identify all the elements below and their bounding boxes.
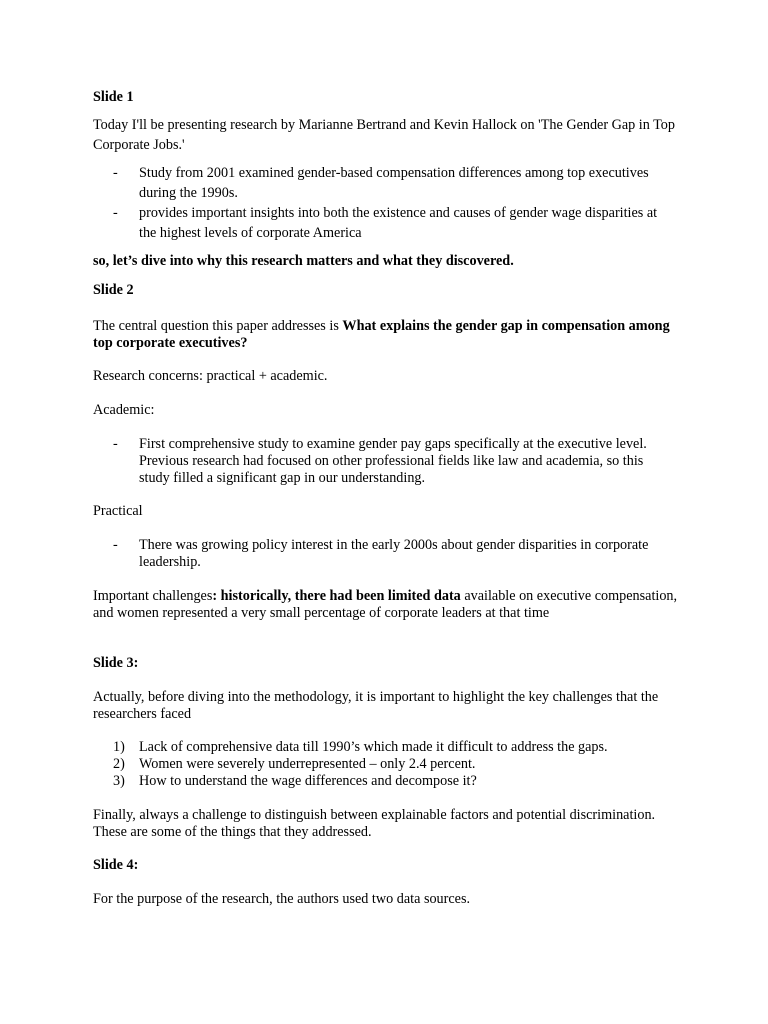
- question-prefix: The central question this paper addresses is: [93, 318, 343, 334]
- question-bold: What explains the gender gap in compensation among top corporate executives?: [93, 318, 670, 351]
- slide2-practical-label: Practical: [93, 503, 143, 519]
- list-item-text: Women were severely underrepresented – only 2.4 percent.: [139, 756, 476, 772]
- slide2-concerns: Research concerns: practical + academic.: [93, 368, 328, 384]
- challenges-bold: : historically, there had been limited data: [212, 588, 461, 604]
- slide4-heading: Slide 4:: [93, 857, 139, 873]
- slide2-practical-list: [93, 537, 663, 571]
- document-page: [93, 0, 693, 1024]
- list-item-text: Lack of comprehensive data till 1990’s which made it difficult to address the gaps.: [139, 739, 608, 755]
- challenges-prefix: Important challenges: [93, 588, 213, 604]
- bullet-marker: -: [113, 205, 118, 221]
- list-number: 2): [113, 756, 125, 772]
- slide1-heading: Slide 1: [93, 89, 134, 105]
- slide1-closing: so, let’s dive into why this research matters and what they discovered.: [93, 253, 514, 269]
- slide3-intro: Actually, before diving into the methodology, it is important to highlight the key challenges that the researchers faced: [93, 689, 659, 722]
- slide2-heading: Slide 2: [93, 282, 134, 298]
- list-item: [93, 756, 663, 773]
- slide1-bullet-list: [93, 163, 663, 243]
- list-item-text: There was growing policy interest in the early 2000s about gender disparities in corporate leadership.: [139, 537, 649, 570]
- bullet-marker: -: [113, 537, 118, 553]
- list-number: 3): [113, 773, 125, 789]
- list-item: [93, 203, 663, 243]
- slide2-question: [93, 318, 683, 352]
- list-item: [93, 773, 663, 790]
- slide3-closing: Finally, always a challenge to distinguish between explainable factors and potential discrimination. These are some of the things that they addressed.: [93, 807, 656, 840]
- list-item-text: How to understand the wage differences and decompose it?: [139, 773, 477, 789]
- list-item: [93, 163, 663, 203]
- slide3-heading: Slide 3:: [93, 655, 139, 671]
- list-item: [93, 436, 663, 487]
- slide2-academic-label: Academic:: [93, 402, 155, 418]
- list-item-text: provides important insights into both the existence and causes of gender wage disparities at the highest levels of corporate America: [139, 205, 658, 241]
- bullet-marker: -: [113, 165, 118, 181]
- slide1-intro: Today I'll be presenting research by Marianne Bertrand and Kevin Hallock on 'The Gender Gap in Top Corporate Jobs.': [93, 117, 675, 153]
- slide3-numbered-list: [93, 739, 663, 790]
- list-item: [93, 537, 663, 571]
- slide2-academic-list: [93, 436, 663, 487]
- challenges-suffix: available on executive compensation, and women represented a very small percentage of corporate leaders at that time: [93, 588, 678, 621]
- slide4-intro: For the purpose of the research, the authors used two data sources.: [93, 891, 471, 907]
- slide2-challenges: [93, 588, 683, 622]
- list-item-text: First comprehensive study to examine gender pay gaps specifically at the executive level. Previous research had focused on other professional fields like law and academia, so this study filled a significant gap in our understanding.: [139, 436, 647, 486]
- list-number: 1): [113, 739, 125, 755]
- bullet-marker: -: [113, 436, 118, 452]
- list-item: [93, 739, 663, 756]
- list-item-text: Study from 2001 examined gender-based compensation differences among top executives during the 1990s.: [139, 165, 649, 201]
